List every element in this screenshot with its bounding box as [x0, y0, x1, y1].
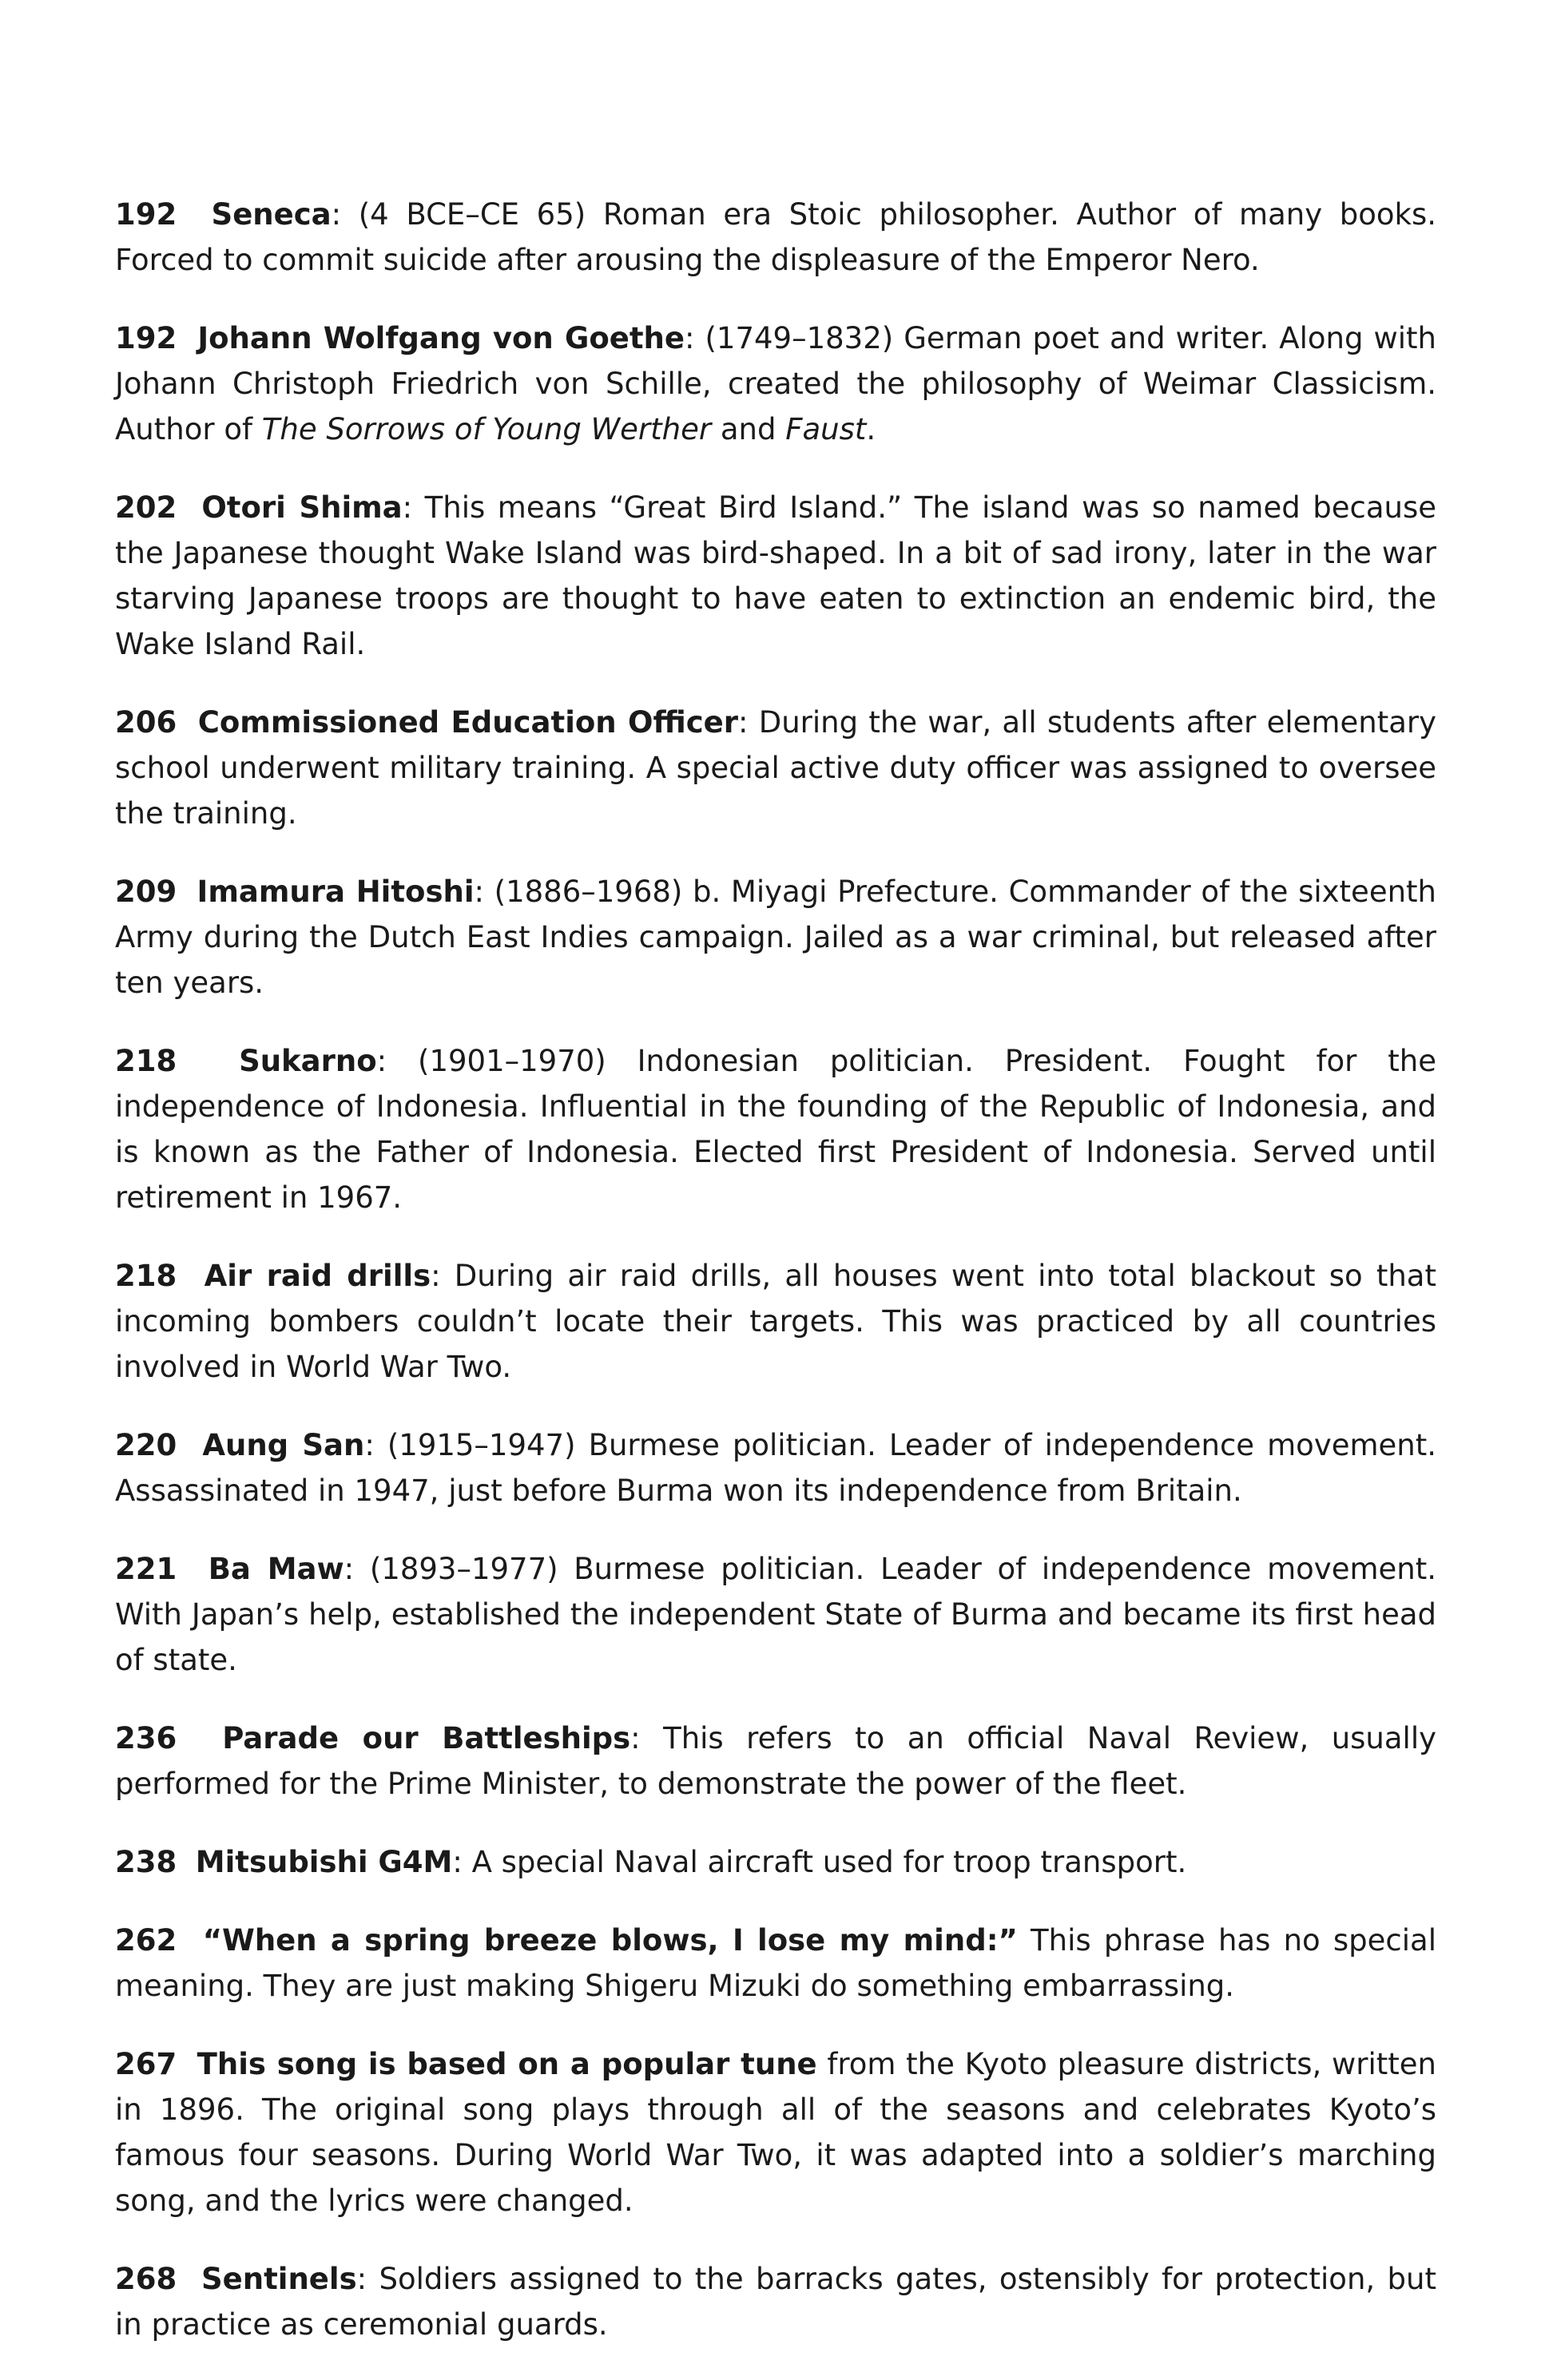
note-italic-title: Faust: [785, 412, 867, 446]
note-text: : (1915–1947) Burmese politician. Leader of independence movement. Assassinated in 1947, just before Burma won its independence from Britain.: [115, 1428, 1436, 1508]
note-text: : (1901–1970) Indonesian politician. President. Fought for the independence of Indonesia. Influential in the founding of the Republic of Indonesia, and is known as the Father of Indonesia. Elected first President of Indonesia. Served until retirement in 1967.: [115, 1044, 1436, 1215]
note-text: : During air raid drills, all houses went into total blackout so that incoming bombers couldn’t locate their targets. This was practiced by all countries involved in World War Two.: [115, 1259, 1436, 1384]
note-page-number: 218: [115, 1259, 177, 1293]
note-entry: [115, 700, 1436, 836]
note-term: Air raid drills: [204, 1259, 431, 1293]
note-term: Commissioned Education Officer: [197, 705, 738, 740]
note-page-number: 209: [115, 875, 177, 909]
note-term: “When a spring breeze blows, I lose my mind:”: [202, 1923, 1018, 1958]
note-page-number: 236: [115, 1721, 177, 1755]
note-text: This phrase has no special meaning. They are just making Shigeru Mizuki do something embarrassing.: [115, 1923, 1436, 2003]
note-entry: [115, 869, 1436, 1006]
note-page-number: 238: [115, 1845, 177, 1879]
note-italic-title: The Sorrows of Young Werther: [261, 412, 712, 446]
note-entry: [115, 1422, 1436, 1513]
note-term: Mitsubishi G4M: [195, 1845, 453, 1879]
note-entry: [115, 1038, 1436, 1220]
note-entry: [115, 1918, 1436, 2009]
note-entry: [115, 1546, 1436, 1683]
note-term: Ba Maw: [208, 1552, 344, 1586]
note-page-number: 267: [115, 2047, 177, 2081]
note-text: : (4 BCE–CE 65) Roman era Stoic philosopher. Author of many books. Forced to commit suicide after arousing the displeasure of the Emperor Nero.: [115, 197, 1436, 277]
note-page-number: 262: [115, 1923, 177, 1958]
note-term: Sentinels: [201, 2262, 357, 2296]
note-text: .: [866, 412, 876, 446]
note-entry: [115, 1253, 1436, 1390]
note-page-number: 206: [115, 705, 177, 740]
note-text: and: [711, 412, 786, 446]
note-page-number: 202: [115, 490, 177, 525]
note-page-number: 268: [115, 2262, 177, 2296]
note-entry: [115, 2041, 1436, 2223]
note-entry: [115, 1716, 1436, 1807]
note-text: : Soldiers assigned to the barracks gates, ostensibly for protection, but in practice as ceremonial guards.: [115, 2262, 1436, 2342]
note-page-number: 192: [115, 321, 177, 355]
note-entry: [115, 2256, 1436, 2347]
note-text: : (1893–1977) Burmese politician. Leader of independence movement. With Japan’s help, established the independent State of Burma and became its first head of state.: [115, 1552, 1436, 1677]
notes-page: [115, 192, 1436, 2380]
note-term: Imamura Hitoshi: [197, 875, 475, 909]
note-page-number: 192: [115, 197, 177, 232]
note-term: Seneca: [211, 197, 332, 232]
note-text: : During the war, all students after elementary school underwent military training. A special active duty officer was assigned to oversee the training.: [115, 705, 1436, 831]
note-text: from the Kyoto pleasure districts, written in 1896. The original song plays through all of the seasons and celebrates Kyoto’s famous four seasons. During World War Two, it was adapted into a soldier’s marching song, and the lyrics were changed.: [115, 2047, 1436, 2218]
note-term: Otori Shima: [201, 490, 403, 525]
note-text: : This means “Great Bird Island.” The island was so named because the Japanese thought Wake Island was bird-shaped. In a bit of sad irony, later in the war starving Japanese troops are thought to have eaten to extinction an endemic bird, the Wake Island Rail.: [115, 490, 1436, 661]
note-text: : This refers to an official Naval Review, usually performed for the Prime Minister, to demonstrate the power of the fleet.: [115, 1721, 1437, 1801]
note-entry: [115, 192, 1436, 283]
note-text: : A special Naval aircraft used for troop transport.: [452, 1845, 1187, 1879]
note-page-number: 220: [115, 1428, 177, 1462]
note-term: Johann Wolfgang von Goethe: [197, 321, 685, 355]
note-term: This song is based on a popular tune: [197, 2047, 817, 2081]
note-page-number: 218: [115, 1044, 177, 1078]
note-entry: [115, 1839, 1436, 1885]
note-term: Parade our Battleships: [222, 1721, 631, 1755]
note-term: Sukarno: [239, 1044, 377, 1078]
note-entry: [115, 315, 1436, 452]
notes-list: [115, 192, 1436, 2347]
note-page-number: 221: [115, 1552, 177, 1586]
note-term: Aung San: [202, 1428, 365, 1462]
note-text: : (1749–1832) German poet and writer. Along with Johann Christoph Friedrich von Schille, created the philosophy of Weimar Classicism. Author of: [115, 321, 1437, 446]
note-text: : (1886–1968) b. Miyagi Prefecture. Commander of the sixteenth Army during the Dutch East Indies campaign. Jailed as a war criminal, but released after ten years.: [115, 875, 1436, 1000]
note-entry: [115, 485, 1436, 667]
